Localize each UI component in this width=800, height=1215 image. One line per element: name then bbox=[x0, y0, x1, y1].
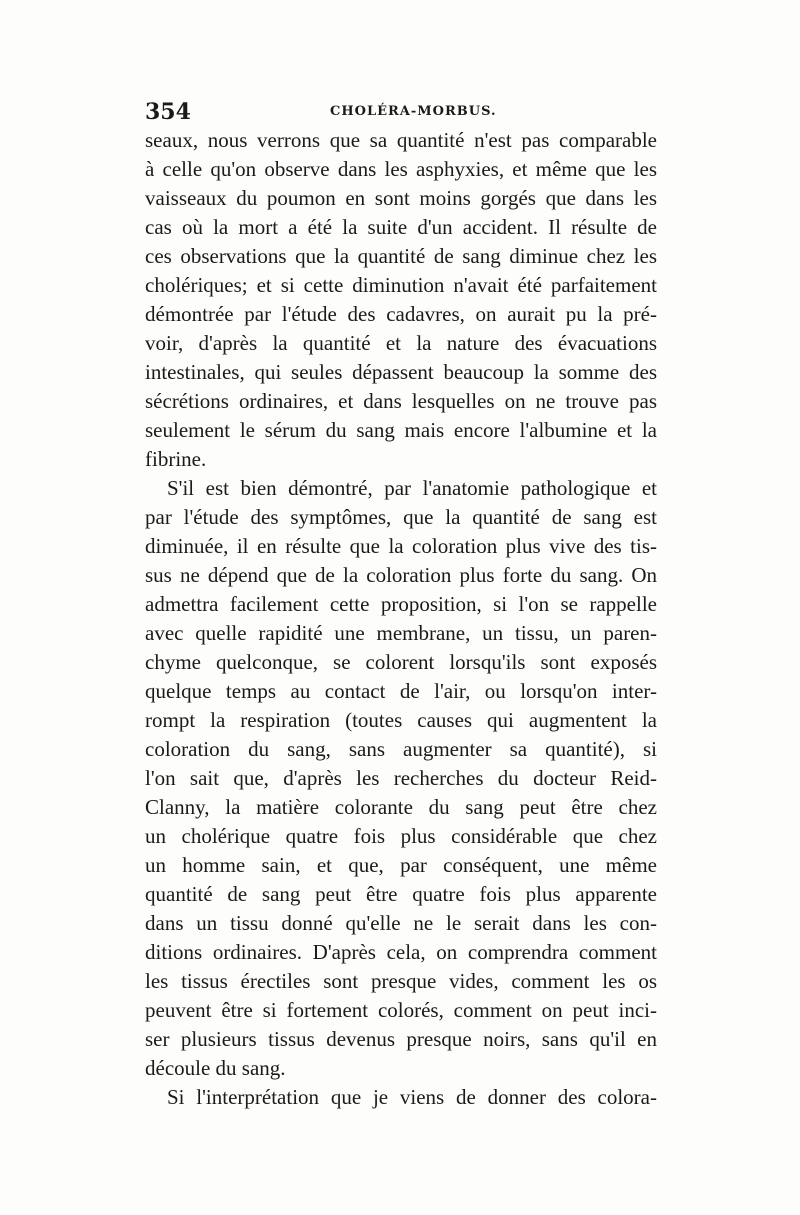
text-line: l'on sait que, d'après les recherches du docteur Reid- bbox=[145, 766, 657, 790]
text-line: Clanny, la matière colorante du sang peut être chez bbox=[145, 795, 657, 819]
text-line: sécrétions ordinaires, et dans lesquelles on ne trouve pas bbox=[145, 389, 657, 413]
text-line: admettra facilement cette proposition, si l'on se rappelle bbox=[145, 592, 657, 616]
text-line: ditions ordinaires. D'après cela, on comprendra comment bbox=[145, 940, 657, 964]
text-line: démontrée par l'étude des cadavres, on aurait pu la pré- bbox=[145, 302, 657, 326]
text-line: cas où la mort a été la suite d'un accident. Il résulte de bbox=[145, 215, 657, 239]
text-line: cholériques; et si cette diminution n'avait été parfaitement bbox=[145, 273, 657, 297]
text-line: S'il est bien démontré, par l'anatomie pathologique et bbox=[167, 476, 657, 500]
text-line: par l'étude des symptômes, que la quantité de sang est bbox=[145, 505, 657, 529]
text-line: découle du sang. bbox=[145, 1056, 286, 1080]
page-number: 354 bbox=[145, 99, 191, 125]
running-title: CHOLÉRA-MORBUS. bbox=[330, 104, 497, 119]
text-line: dans un tissu donné qu'elle ne le serait dans les con- bbox=[145, 911, 657, 935]
text-line: voir, d'après la quantité et la nature des évacuations bbox=[145, 331, 657, 355]
text-line: seaux, nous verrons que sa quantité n'est pas comparable bbox=[145, 128, 657, 152]
text-line: avec quelle rapidité une membrane, un tissu, un paren- bbox=[145, 621, 657, 645]
text-line: peuvent être si fortement colorés, comment on peut inci- bbox=[145, 998, 657, 1022]
body-text bbox=[145, 126, 657, 1112]
text-line: seulement le sérum du sang mais encore l'albumine et la bbox=[145, 418, 657, 442]
text-line: sus ne dépend que de la coloration plus forte du sang. On bbox=[145, 563, 657, 587]
text-line: rompt la respiration (toutes causes qui augmentent la bbox=[145, 708, 657, 732]
text-line: chyme quelconque, se colorent lorsqu'ils sont exposés bbox=[145, 650, 657, 674]
text-line: vaisseaux du poumon en sont moins gorgés que dans les bbox=[145, 186, 657, 210]
running-head bbox=[145, 98, 657, 126]
text-line: fibrine. bbox=[145, 447, 207, 471]
text-line: coloration du sang, sans augmenter sa quantité), si bbox=[145, 737, 657, 761]
text-line: diminuée, il en résulte que la coloration plus vive des tis- bbox=[145, 534, 657, 558]
text-line: ces observations que la quantité de sang diminue chez les bbox=[145, 244, 657, 268]
text-line: Si l'interprétation que je viens de donner des colora- bbox=[167, 1085, 657, 1109]
text-line: un cholérique quatre fois plus considérable que chez bbox=[145, 824, 657, 848]
text-line: ser plusieurs tissus devenus presque noirs, sans qu'il en bbox=[145, 1027, 657, 1051]
text-line: un homme sain, et que, par conséquent, une même bbox=[145, 853, 657, 877]
text-line: les tissus érectiles sont presque vides, comment les os bbox=[145, 969, 657, 993]
text-line: quantité de sang peut être quatre fois plus apparente bbox=[145, 882, 657, 906]
text-line: quelque temps au contact de l'air, ou lorsqu'on inter- bbox=[145, 679, 657, 703]
text-line: intestinales, qui seules dépassent beaucoup la somme des bbox=[145, 360, 657, 384]
text-line: à celle qu'on observe dans les asphyxies, et même que les bbox=[145, 157, 657, 181]
